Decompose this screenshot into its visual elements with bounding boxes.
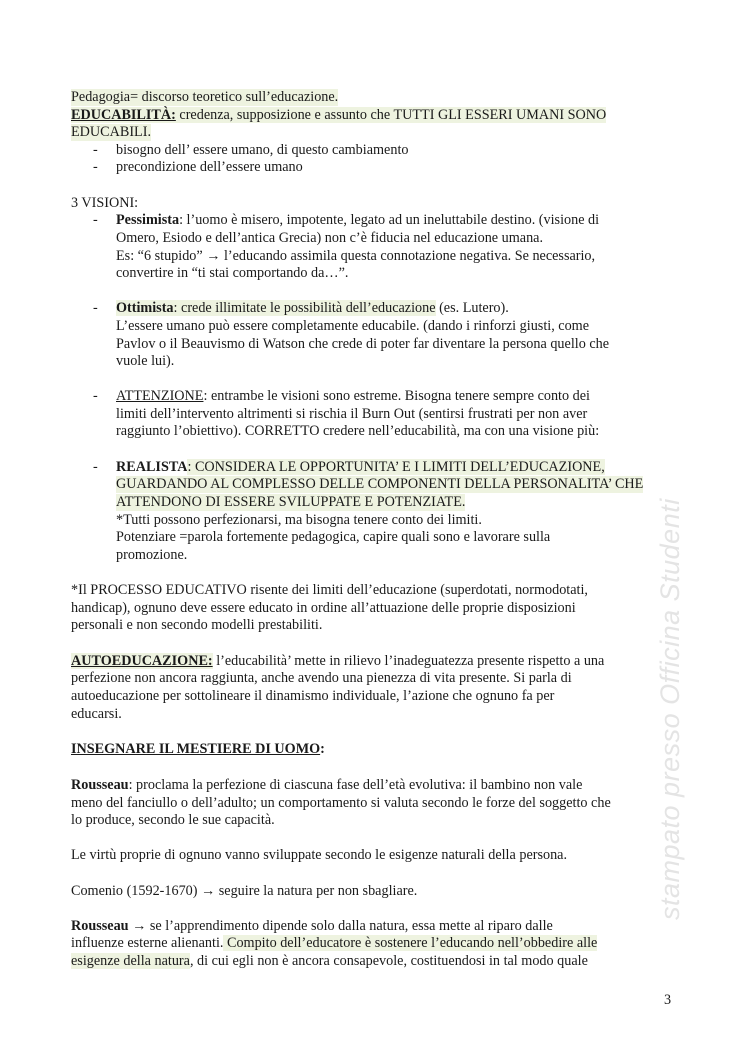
realista-label: REALISTA xyxy=(116,459,188,475)
rousseau-text: : proclama la perfezione di ciascuna fase dell’età evolutiva: il bambino non vale xyxy=(128,777,583,793)
rousseau2-text-b: , di cui egli non è ancora consapevole, costituendosi in tal modo quale xyxy=(189,953,588,969)
realista-text: : CONSIDERA LE OPPORTUNITA’ E I LIMITI DELL’EDUCAZIONE, xyxy=(187,459,605,475)
attenzione-line-2: limiti dell’intervento altrimenti si rischia il Burn Out (sentirsi frustrati per non aver xyxy=(116,406,588,422)
pessimista-line-4: convertire in “ti stai comportando da…”. xyxy=(116,265,349,281)
autoeducazione-line-1 xyxy=(71,653,604,670)
realista-note-2: Potenziare =parola fortemente pedagogica, capire quali sono e lavorare sulla xyxy=(116,529,551,545)
comenio-line: Comenio (1592-1670) → seguire la natura per non sbagliare. xyxy=(71,883,418,899)
rousseau2-text-a: influenze esterne alienanti. xyxy=(71,935,224,951)
bullet-dash: - xyxy=(93,388,98,404)
ottimista-example: (es. Lutero). xyxy=(435,300,509,316)
rousseau-line-2: meno del fanciullo o dell’adulto; un comportamento si valuta secondo le forze del soggetto che xyxy=(71,795,611,811)
pessimista-label: Pessimista xyxy=(116,212,180,228)
rousseau-line-3: lo produce, secondo le sue capacità. xyxy=(71,812,275,828)
realista-line-2: GUARDANDO AL COMPLESSO DELLE COMPONENTI DELLA PERSONALITA’ CHE xyxy=(116,476,644,492)
rousseau2-line-3 xyxy=(71,953,588,970)
bullet-dash: - xyxy=(93,159,98,175)
rousseau2-highlight-2: esigenze della natura xyxy=(71,953,190,969)
rousseau2-line-1 xyxy=(71,918,553,935)
autoeducazione-line-2: perfezione non ancora raggiunta, anche avendo una pienezza di vita presente. Si parla di xyxy=(71,670,572,686)
educabilita-text: credenza, supposizione e assunto che TUTTI GLI ESSERI UMANI SONO xyxy=(175,107,607,123)
pessimista-line-3: Es: “6 stupido” → l’educando assimila questa connotazione negativa. Se necessario, xyxy=(116,248,596,264)
bullet-dash: - xyxy=(93,142,98,158)
definition-pedagogia: Pedagogia= discorso teoretico sull’educazione. xyxy=(71,89,339,105)
autoeducazione-heading: AUTOEDUCAZIONE: xyxy=(71,653,213,669)
rousseau2-line-2 xyxy=(71,935,597,952)
rousseau-label: Rousseau xyxy=(71,777,129,793)
section-heading-visioni: 3 VISIONI: xyxy=(71,195,139,211)
bullet-dash: - xyxy=(93,300,98,316)
mestiere-heading-line xyxy=(71,741,325,758)
bullet-dash: - xyxy=(93,212,98,228)
autoeducazione-line-3: autoeducazione per sottolineare il dinamismo individuale, l’azione che ognuno fa per xyxy=(71,688,555,704)
rousseau2-highlight: Compito dell’educatore è sostenere l’educando nell’obbedire alle xyxy=(223,935,598,951)
pessimista-line-1 xyxy=(116,212,599,229)
bullet-dash: - xyxy=(93,459,98,475)
ottimista-text: : crede illimitate le possibilità dell’educazione xyxy=(173,300,436,316)
educabilita-heading: EDUCABILITÀ: xyxy=(71,107,176,123)
ottimista-label: Ottimista xyxy=(116,300,174,316)
mestiere-heading: INSEGNARE IL MESTIERE DI UOMO xyxy=(71,741,321,757)
rousseau-line-1 xyxy=(71,777,582,794)
processo-line-2: handicap), ognuno deve essere educato in ordine all’attuazione delle proprie disposizioni xyxy=(71,600,576,616)
pessimista-text: : l’uomo è misero, impotente, legato ad un ineluttabile destino. (visione di xyxy=(179,212,600,228)
ottimista-line-1 xyxy=(116,300,509,317)
attenzione-text: : entrambe le visioni sono estreme. Bisogna tenere sempre conto dei xyxy=(203,388,590,404)
mestiere-colon: : xyxy=(320,741,325,757)
list-item: bisogno dell’ essere umano, di questo cambiamento xyxy=(116,142,409,158)
attenzione-label: ATTENZIONE xyxy=(116,388,204,404)
ottimista-line-4: vuole lui). xyxy=(116,353,175,369)
realista-line-1 xyxy=(116,459,605,476)
processo-line-1: *Il PROCESSO EDUCATIVO risente dei limiti dell’educazione (superdotati, normodotati, xyxy=(71,582,588,598)
watermark: stampato presso Officina Studenti xyxy=(655,498,685,920)
rousseau2-label: Rousseau xyxy=(71,918,129,934)
ottimista-line-3: Pavlov o il Beauvismo di Watson che crede di poter far diventare la persona quello che xyxy=(116,336,610,352)
autoeducazione-line-4: educarsi. xyxy=(71,706,122,722)
attenzione-line-1 xyxy=(116,388,590,405)
educabilita-line-2: EDUCABILI. xyxy=(71,124,151,140)
educabilita-line-1 xyxy=(71,107,606,124)
virtu-line: Le virtù proprie di ognuno vanno sviluppate secondo le esigenze naturali della persona. xyxy=(71,847,568,863)
rousseau2-text: → se l’apprendimento dipende solo dalla natura, essa mette al riparo dalle xyxy=(128,918,553,934)
pessimista-line-2: Omero, Esiodo e dell’antica Grecia) non c’è fiducia nel educazione umana. xyxy=(116,230,544,246)
page-number: 3 xyxy=(664,992,672,1008)
realista-line-3: ATTENDONO DI ESSERE SVILUPPATE E POTENZIATE. xyxy=(116,494,466,510)
attenzione-line-3: raggiunto l’obiettivo). CORRETTO credere nell’educabilità, ma con una visione più: xyxy=(116,423,600,439)
realista-note-1: *Tutti possono perfezionarsi, ma bisogna tenere conto dei limiti. xyxy=(116,512,482,528)
ottimista-line-2: L’essere umano può essere completamente educabile. (dando i rinforzi giusti, come xyxy=(116,318,590,334)
processo-line-3: personali e non secondo modelli prestabiliti. xyxy=(71,617,323,633)
realista-note-3: promozione. xyxy=(116,547,188,563)
autoeducazione-text: l’educabilità’ mette in rilievo l’inadeguatezza presente rispetto a una xyxy=(212,653,605,669)
list-item: precondizione dell’essere umano xyxy=(116,159,303,175)
